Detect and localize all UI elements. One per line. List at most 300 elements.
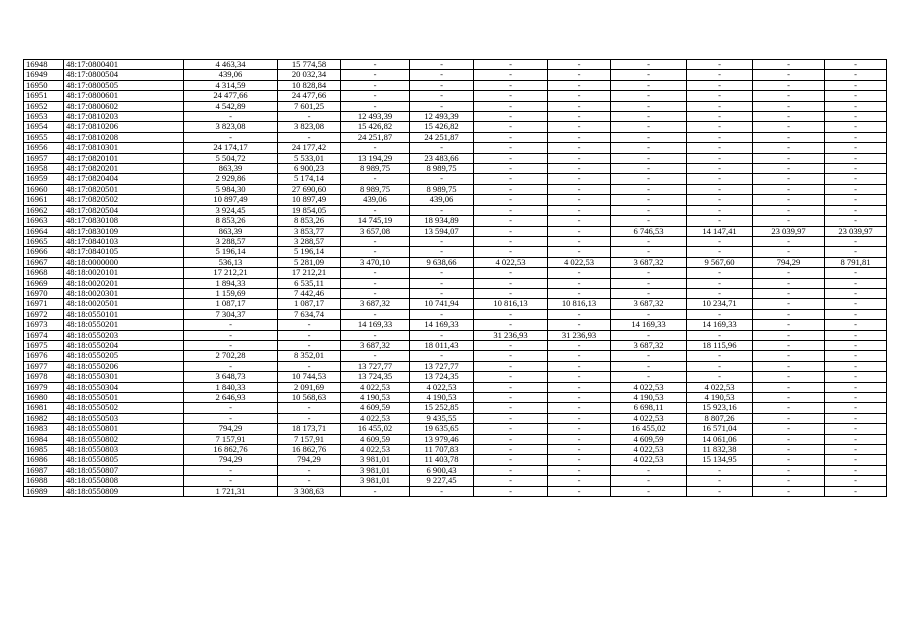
value-cell: - bbox=[548, 309, 611, 319]
value-cell: 3 823,08 bbox=[278, 122, 341, 132]
value-cell: 11 832,38 bbox=[687, 445, 753, 455]
value-cell: 3 648,73 bbox=[184, 372, 278, 382]
row-number-cell: 16971 bbox=[24, 299, 64, 309]
cadastral-number-cell: 48:17:0840105 bbox=[64, 247, 184, 257]
value-cell: 10 897,49 bbox=[184, 195, 278, 205]
value-cell: 15 774,58 bbox=[278, 60, 341, 70]
value-cell: 10 897,49 bbox=[278, 195, 341, 205]
value-cell: - bbox=[825, 372, 887, 382]
value-cell: 13 727,77 bbox=[410, 361, 474, 371]
value-cell: 24 174,17 bbox=[184, 143, 278, 153]
cadastral-number-cell: 48:17:0810206 bbox=[64, 122, 184, 132]
value-cell: 1 087,17 bbox=[184, 299, 278, 309]
value-cell: - bbox=[825, 351, 887, 361]
value-cell: - bbox=[825, 91, 887, 101]
value-cell: - bbox=[687, 60, 753, 70]
value-cell: - bbox=[548, 268, 611, 278]
table-row bbox=[24, 236, 887, 246]
row-number-cell: 16962 bbox=[24, 205, 64, 215]
value-cell: 16 455,02 bbox=[341, 424, 410, 434]
value-cell: 6 900,23 bbox=[278, 164, 341, 174]
row-number-cell: 16964 bbox=[24, 226, 64, 236]
value-cell: 24 251,87 bbox=[341, 132, 410, 142]
value-cell: - bbox=[611, 153, 687, 163]
value-cell: - bbox=[548, 382, 611, 392]
value-cell: 1 721,31 bbox=[184, 486, 278, 496]
value-cell: 19 854,05 bbox=[278, 205, 341, 215]
value-cell: - bbox=[753, 70, 825, 80]
value-cell: - bbox=[410, 80, 474, 90]
cadastral-number-cell: 48:17:0800401 bbox=[64, 60, 184, 70]
value-cell: - bbox=[548, 413, 611, 423]
value-cell: - bbox=[548, 455, 611, 465]
value-cell: - bbox=[753, 143, 825, 153]
value-cell: 4 022,53 bbox=[611, 455, 687, 465]
table-row bbox=[24, 340, 887, 350]
value-cell: 4 022,53 bbox=[611, 445, 687, 455]
table-row bbox=[24, 174, 887, 184]
value-cell: 8 989,75 bbox=[410, 164, 474, 174]
row-number-cell: 16961 bbox=[24, 195, 64, 205]
table-row bbox=[24, 91, 887, 101]
value-cell: - bbox=[341, 236, 410, 246]
value-cell: - bbox=[825, 195, 887, 205]
value-cell: - bbox=[548, 101, 611, 111]
cadastral-number-cell: 48:17:0820501 bbox=[64, 184, 184, 194]
value-cell: - bbox=[474, 216, 548, 226]
cadastral-number-cell: 48:17:0800504 bbox=[64, 70, 184, 80]
value-cell: 1 894,33 bbox=[184, 278, 278, 288]
row-number-cell: 16951 bbox=[24, 91, 64, 101]
value-cell: - bbox=[753, 132, 825, 142]
cadastral-number-cell: 48:18:0550101 bbox=[64, 309, 184, 319]
row-number-cell: 16976 bbox=[24, 351, 64, 361]
value-cell: 3 288,57 bbox=[184, 236, 278, 246]
table-body bbox=[24, 60, 887, 497]
value-cell: - bbox=[611, 486, 687, 496]
value-cell: - bbox=[825, 340, 887, 350]
value-cell: 7 634,74 bbox=[278, 309, 341, 319]
value-cell: 3 687,32 bbox=[611, 299, 687, 309]
table-row bbox=[24, 465, 887, 475]
value-cell: 18 115,96 bbox=[687, 340, 753, 350]
value-cell: 2 929,86 bbox=[184, 174, 278, 184]
value-cell: - bbox=[548, 112, 611, 122]
value-cell: - bbox=[753, 216, 825, 226]
value-cell: 7 442,46 bbox=[278, 288, 341, 298]
table-row bbox=[24, 382, 887, 392]
cadastral-number-cell: 48:17:0820504 bbox=[64, 205, 184, 215]
value-cell: - bbox=[548, 288, 611, 298]
value-cell: - bbox=[341, 247, 410, 257]
value-cell: - bbox=[341, 278, 410, 288]
value-cell: - bbox=[474, 288, 548, 298]
value-cell: 13 724,35 bbox=[410, 372, 474, 382]
row-number-cell: 16981 bbox=[24, 403, 64, 413]
value-cell: - bbox=[611, 216, 687, 226]
value-cell: - bbox=[611, 278, 687, 288]
value-cell: - bbox=[474, 268, 548, 278]
cadastral-number-cell: 48:18:0550801 bbox=[64, 424, 184, 434]
table-row bbox=[24, 60, 887, 70]
value-cell: 3 687,32 bbox=[341, 340, 410, 350]
value-cell: 1 087,17 bbox=[278, 299, 341, 309]
value-cell: 4 609,59 bbox=[611, 434, 687, 444]
value-cell: - bbox=[184, 413, 278, 423]
value-cell: - bbox=[341, 309, 410, 319]
table-row bbox=[24, 320, 887, 330]
table-row bbox=[24, 216, 887, 226]
value-cell: - bbox=[278, 403, 341, 413]
value-cell: - bbox=[278, 465, 341, 475]
value-cell: - bbox=[278, 330, 341, 340]
row-number-cell: 16955 bbox=[24, 132, 64, 142]
value-cell: - bbox=[611, 91, 687, 101]
cadastral-number-cell: 48:18:0550201 bbox=[64, 320, 184, 330]
value-cell: - bbox=[548, 143, 611, 153]
value-cell: - bbox=[548, 445, 611, 455]
value-cell: 6 535,11 bbox=[278, 278, 341, 288]
value-cell: - bbox=[548, 278, 611, 288]
value-cell: - bbox=[825, 101, 887, 111]
value-cell: - bbox=[410, 309, 474, 319]
value-cell: - bbox=[474, 143, 548, 153]
value-cell: 5 196,14 bbox=[184, 247, 278, 257]
cadastral-number-cell: 48:18:0020101 bbox=[64, 268, 184, 278]
value-cell: 5 984,30 bbox=[184, 184, 278, 194]
cadastral-number-cell: 48:18:0550204 bbox=[64, 340, 184, 350]
value-cell: - bbox=[753, 288, 825, 298]
value-cell: 4 022,53 bbox=[548, 257, 611, 267]
value-cell: 8 791,81 bbox=[825, 257, 887, 267]
value-cell: - bbox=[687, 205, 753, 215]
value-cell: 3 687,32 bbox=[611, 340, 687, 350]
value-cell: 13 194,29 bbox=[341, 153, 410, 163]
value-cell: - bbox=[611, 60, 687, 70]
value-cell: - bbox=[341, 60, 410, 70]
value-cell: - bbox=[410, 268, 474, 278]
value-cell: 863,39 bbox=[184, 164, 278, 174]
value-cell: 3 308,63 bbox=[278, 486, 341, 496]
value-cell: - bbox=[687, 361, 753, 371]
value-cell: 794,29 bbox=[184, 455, 278, 465]
row-number-cell: 16954 bbox=[24, 122, 64, 132]
table-row bbox=[24, 413, 887, 423]
value-cell: - bbox=[341, 80, 410, 90]
value-cell: - bbox=[184, 132, 278, 142]
value-cell: 14 147,41 bbox=[687, 226, 753, 236]
value-cell: 439,06 bbox=[184, 70, 278, 80]
value-cell: 4 609,59 bbox=[341, 434, 410, 444]
row-number-cell: 16959 bbox=[24, 174, 64, 184]
value-cell: 4 190,53 bbox=[611, 393, 687, 403]
value-cell: - bbox=[184, 465, 278, 475]
value-cell: - bbox=[825, 164, 887, 174]
value-cell: - bbox=[548, 486, 611, 496]
value-cell: 4 022,53 bbox=[410, 382, 474, 392]
value-cell: 7 157,91 bbox=[184, 434, 278, 444]
value-cell: - bbox=[474, 403, 548, 413]
value-cell: - bbox=[687, 112, 753, 122]
row-number-cell: 16983 bbox=[24, 424, 64, 434]
value-cell: - bbox=[474, 60, 548, 70]
table-row bbox=[24, 164, 887, 174]
value-cell: - bbox=[753, 174, 825, 184]
value-cell: - bbox=[474, 413, 548, 423]
value-cell: 4 022,53 bbox=[611, 413, 687, 423]
table-row bbox=[24, 330, 887, 340]
table-row bbox=[24, 486, 887, 496]
value-cell: - bbox=[753, 330, 825, 340]
table-row bbox=[24, 226, 887, 236]
value-cell: 4 190,53 bbox=[687, 393, 753, 403]
value-cell: - bbox=[474, 174, 548, 184]
value-cell: - bbox=[825, 299, 887, 309]
table-row bbox=[24, 372, 887, 382]
cadastral-number-cell: 48:18:0550803 bbox=[64, 445, 184, 455]
value-cell: - bbox=[410, 278, 474, 288]
value-cell: - bbox=[410, 205, 474, 215]
value-cell: 4 463,34 bbox=[184, 60, 278, 70]
value-cell: - bbox=[474, 195, 548, 205]
value-cell: 10 828,84 bbox=[278, 80, 341, 90]
value-cell: - bbox=[474, 465, 548, 475]
row-number-cell: 16972 bbox=[24, 309, 64, 319]
table-row bbox=[24, 361, 887, 371]
value-cell: - bbox=[410, 288, 474, 298]
value-cell: - bbox=[278, 132, 341, 142]
value-cell: 9 227,45 bbox=[410, 476, 474, 486]
value-cell: - bbox=[687, 153, 753, 163]
row-number-cell: 16968 bbox=[24, 268, 64, 278]
value-cell: - bbox=[184, 340, 278, 350]
value-cell: 794,29 bbox=[278, 455, 341, 465]
table-row bbox=[24, 351, 887, 361]
table-row bbox=[24, 247, 887, 257]
value-cell: 8 989,75 bbox=[341, 184, 410, 194]
value-cell: - bbox=[278, 413, 341, 423]
value-cell: 18 173,71 bbox=[278, 424, 341, 434]
value-cell: - bbox=[825, 216, 887, 226]
value-cell: - bbox=[753, 393, 825, 403]
value-cell: - bbox=[825, 132, 887, 142]
value-cell: - bbox=[687, 278, 753, 288]
value-cell: 10 741,94 bbox=[410, 299, 474, 309]
row-number-cell: 16966 bbox=[24, 247, 64, 257]
value-cell: - bbox=[474, 340, 548, 350]
value-cell: - bbox=[687, 268, 753, 278]
value-cell: - bbox=[825, 393, 887, 403]
row-number-cell: 16965 bbox=[24, 236, 64, 246]
value-cell: - bbox=[753, 268, 825, 278]
table-row bbox=[24, 393, 887, 403]
value-cell: - bbox=[611, 112, 687, 122]
value-cell: 15 252,85 bbox=[410, 403, 474, 413]
value-cell: - bbox=[341, 486, 410, 496]
value-cell: 14 169,33 bbox=[341, 320, 410, 330]
value-cell: - bbox=[474, 101, 548, 111]
value-cell: 10 744,53 bbox=[278, 372, 341, 382]
value-cell: - bbox=[753, 445, 825, 455]
value-cell: 8 853,26 bbox=[278, 216, 341, 226]
value-cell: - bbox=[184, 361, 278, 371]
value-cell: - bbox=[687, 101, 753, 111]
value-cell: - bbox=[825, 486, 887, 496]
value-cell: - bbox=[753, 320, 825, 330]
value-cell: - bbox=[687, 174, 753, 184]
value-cell: - bbox=[611, 164, 687, 174]
row-number-cell: 16978 bbox=[24, 372, 64, 382]
table-row bbox=[24, 205, 887, 215]
value-cell: - bbox=[753, 80, 825, 90]
value-cell: - bbox=[753, 455, 825, 465]
value-cell: - bbox=[548, 132, 611, 142]
value-cell: 17 212,21 bbox=[184, 268, 278, 278]
cadastral-number-cell: 48:17:0830109 bbox=[64, 226, 184, 236]
value-cell: - bbox=[341, 101, 410, 111]
cadastral-number-cell: 48:17:0820101 bbox=[64, 153, 184, 163]
value-cell: 18 934,89 bbox=[410, 216, 474, 226]
value-cell: 3 470,10 bbox=[341, 257, 410, 267]
value-cell: - bbox=[474, 278, 548, 288]
value-cell: 13 727,77 bbox=[341, 361, 410, 371]
value-cell: - bbox=[611, 184, 687, 194]
value-cell: - bbox=[474, 320, 548, 330]
value-cell: - bbox=[825, 268, 887, 278]
value-cell: 18 011,43 bbox=[410, 340, 474, 350]
value-cell: - bbox=[341, 288, 410, 298]
row-number-cell: 16979 bbox=[24, 382, 64, 392]
value-cell: - bbox=[341, 143, 410, 153]
value-cell: - bbox=[278, 320, 341, 330]
value-cell: - bbox=[611, 101, 687, 111]
value-cell: - bbox=[548, 91, 611, 101]
value-cell: 8 853,26 bbox=[184, 216, 278, 226]
value-cell: - bbox=[548, 247, 611, 257]
value-cell: - bbox=[687, 216, 753, 226]
cadastral-number-cell: 48:17:0820201 bbox=[64, 164, 184, 174]
value-cell: - bbox=[825, 288, 887, 298]
cadastral-number-cell: 48:18:0550203 bbox=[64, 330, 184, 340]
value-cell: 16 862,76 bbox=[184, 445, 278, 455]
value-cell: - bbox=[474, 372, 548, 382]
value-cell: 536,13 bbox=[184, 257, 278, 267]
value-cell: - bbox=[184, 320, 278, 330]
value-cell: - bbox=[611, 247, 687, 257]
value-cell: 24 477,66 bbox=[278, 91, 341, 101]
value-cell: - bbox=[410, 101, 474, 111]
value-cell: 863,39 bbox=[184, 226, 278, 236]
value-cell: 16 455,02 bbox=[611, 424, 687, 434]
value-cell: 13 979,46 bbox=[410, 434, 474, 444]
value-cell: - bbox=[753, 91, 825, 101]
value-cell: - bbox=[474, 112, 548, 122]
cadastral-number-cell: 48:18:0550301 bbox=[64, 372, 184, 382]
value-cell: - bbox=[474, 122, 548, 132]
value-cell: 24 477,66 bbox=[184, 91, 278, 101]
value-cell: - bbox=[474, 205, 548, 215]
value-cell: - bbox=[825, 434, 887, 444]
value-cell: - bbox=[548, 205, 611, 215]
value-cell: - bbox=[548, 153, 611, 163]
value-cell: - bbox=[548, 226, 611, 236]
cadastral-number-cell: 48:18:0020501 bbox=[64, 299, 184, 309]
value-cell: - bbox=[825, 382, 887, 392]
value-cell: - bbox=[474, 153, 548, 163]
cadastral-number-cell: 48:18:0550808 bbox=[64, 476, 184, 486]
row-number-cell: 16974 bbox=[24, 330, 64, 340]
value-cell: 3 853,77 bbox=[278, 226, 341, 236]
value-cell: - bbox=[825, 112, 887, 122]
value-cell: - bbox=[611, 476, 687, 486]
value-cell: 1 840,33 bbox=[184, 382, 278, 392]
cadastral-number-cell: 48:18:0550805 bbox=[64, 455, 184, 465]
value-cell: - bbox=[825, 80, 887, 90]
value-cell: - bbox=[611, 174, 687, 184]
value-cell: 4 022,53 bbox=[687, 382, 753, 392]
row-number-cell: 16984 bbox=[24, 434, 64, 444]
value-cell: 14 061,06 bbox=[687, 434, 753, 444]
value-cell: - bbox=[687, 70, 753, 80]
value-cell: - bbox=[753, 372, 825, 382]
value-cell: - bbox=[278, 340, 341, 350]
value-cell: - bbox=[753, 413, 825, 423]
value-cell: - bbox=[753, 382, 825, 392]
row-number-cell: 16957 bbox=[24, 153, 64, 163]
row-number-cell: 16980 bbox=[24, 393, 64, 403]
value-cell: - bbox=[687, 91, 753, 101]
value-cell: - bbox=[341, 330, 410, 340]
value-cell: - bbox=[753, 465, 825, 475]
value-cell: 2 646,93 bbox=[184, 393, 278, 403]
value-cell: - bbox=[825, 403, 887, 413]
value-cell: 15 134,95 bbox=[687, 455, 753, 465]
row-number-cell: 16985 bbox=[24, 445, 64, 455]
row-number-cell: 16982 bbox=[24, 413, 64, 423]
value-cell: - bbox=[474, 164, 548, 174]
value-cell: - bbox=[687, 164, 753, 174]
table-row bbox=[24, 70, 887, 80]
table-row bbox=[24, 257, 887, 267]
cadastral-value-table bbox=[23, 59, 887, 497]
value-cell: - bbox=[825, 247, 887, 257]
value-cell: - bbox=[825, 278, 887, 288]
value-cell: - bbox=[474, 455, 548, 465]
value-cell: 3 687,32 bbox=[611, 257, 687, 267]
value-cell: 4 022,53 bbox=[611, 382, 687, 392]
value-cell: 3 981,01 bbox=[341, 455, 410, 465]
value-cell: - bbox=[753, 153, 825, 163]
cadastral-number-cell: 48:18:0550206 bbox=[64, 361, 184, 371]
value-cell: 24 177,42 bbox=[278, 143, 341, 153]
value-cell: - bbox=[753, 247, 825, 257]
value-cell: - bbox=[753, 340, 825, 350]
value-cell: - bbox=[753, 164, 825, 174]
value-cell: 4 022,53 bbox=[341, 382, 410, 392]
value-cell: - bbox=[548, 434, 611, 444]
value-cell: 14 169,33 bbox=[687, 320, 753, 330]
value-cell: - bbox=[611, 288, 687, 298]
row-number-cell: 16986 bbox=[24, 455, 64, 465]
value-cell: - bbox=[548, 70, 611, 80]
value-cell: 4 609,59 bbox=[341, 403, 410, 413]
value-cell: - bbox=[687, 309, 753, 319]
value-cell: 4 022,53 bbox=[474, 257, 548, 267]
value-cell: - bbox=[753, 184, 825, 194]
value-cell: - bbox=[410, 351, 474, 361]
value-cell: - bbox=[410, 174, 474, 184]
value-cell: - bbox=[825, 143, 887, 153]
